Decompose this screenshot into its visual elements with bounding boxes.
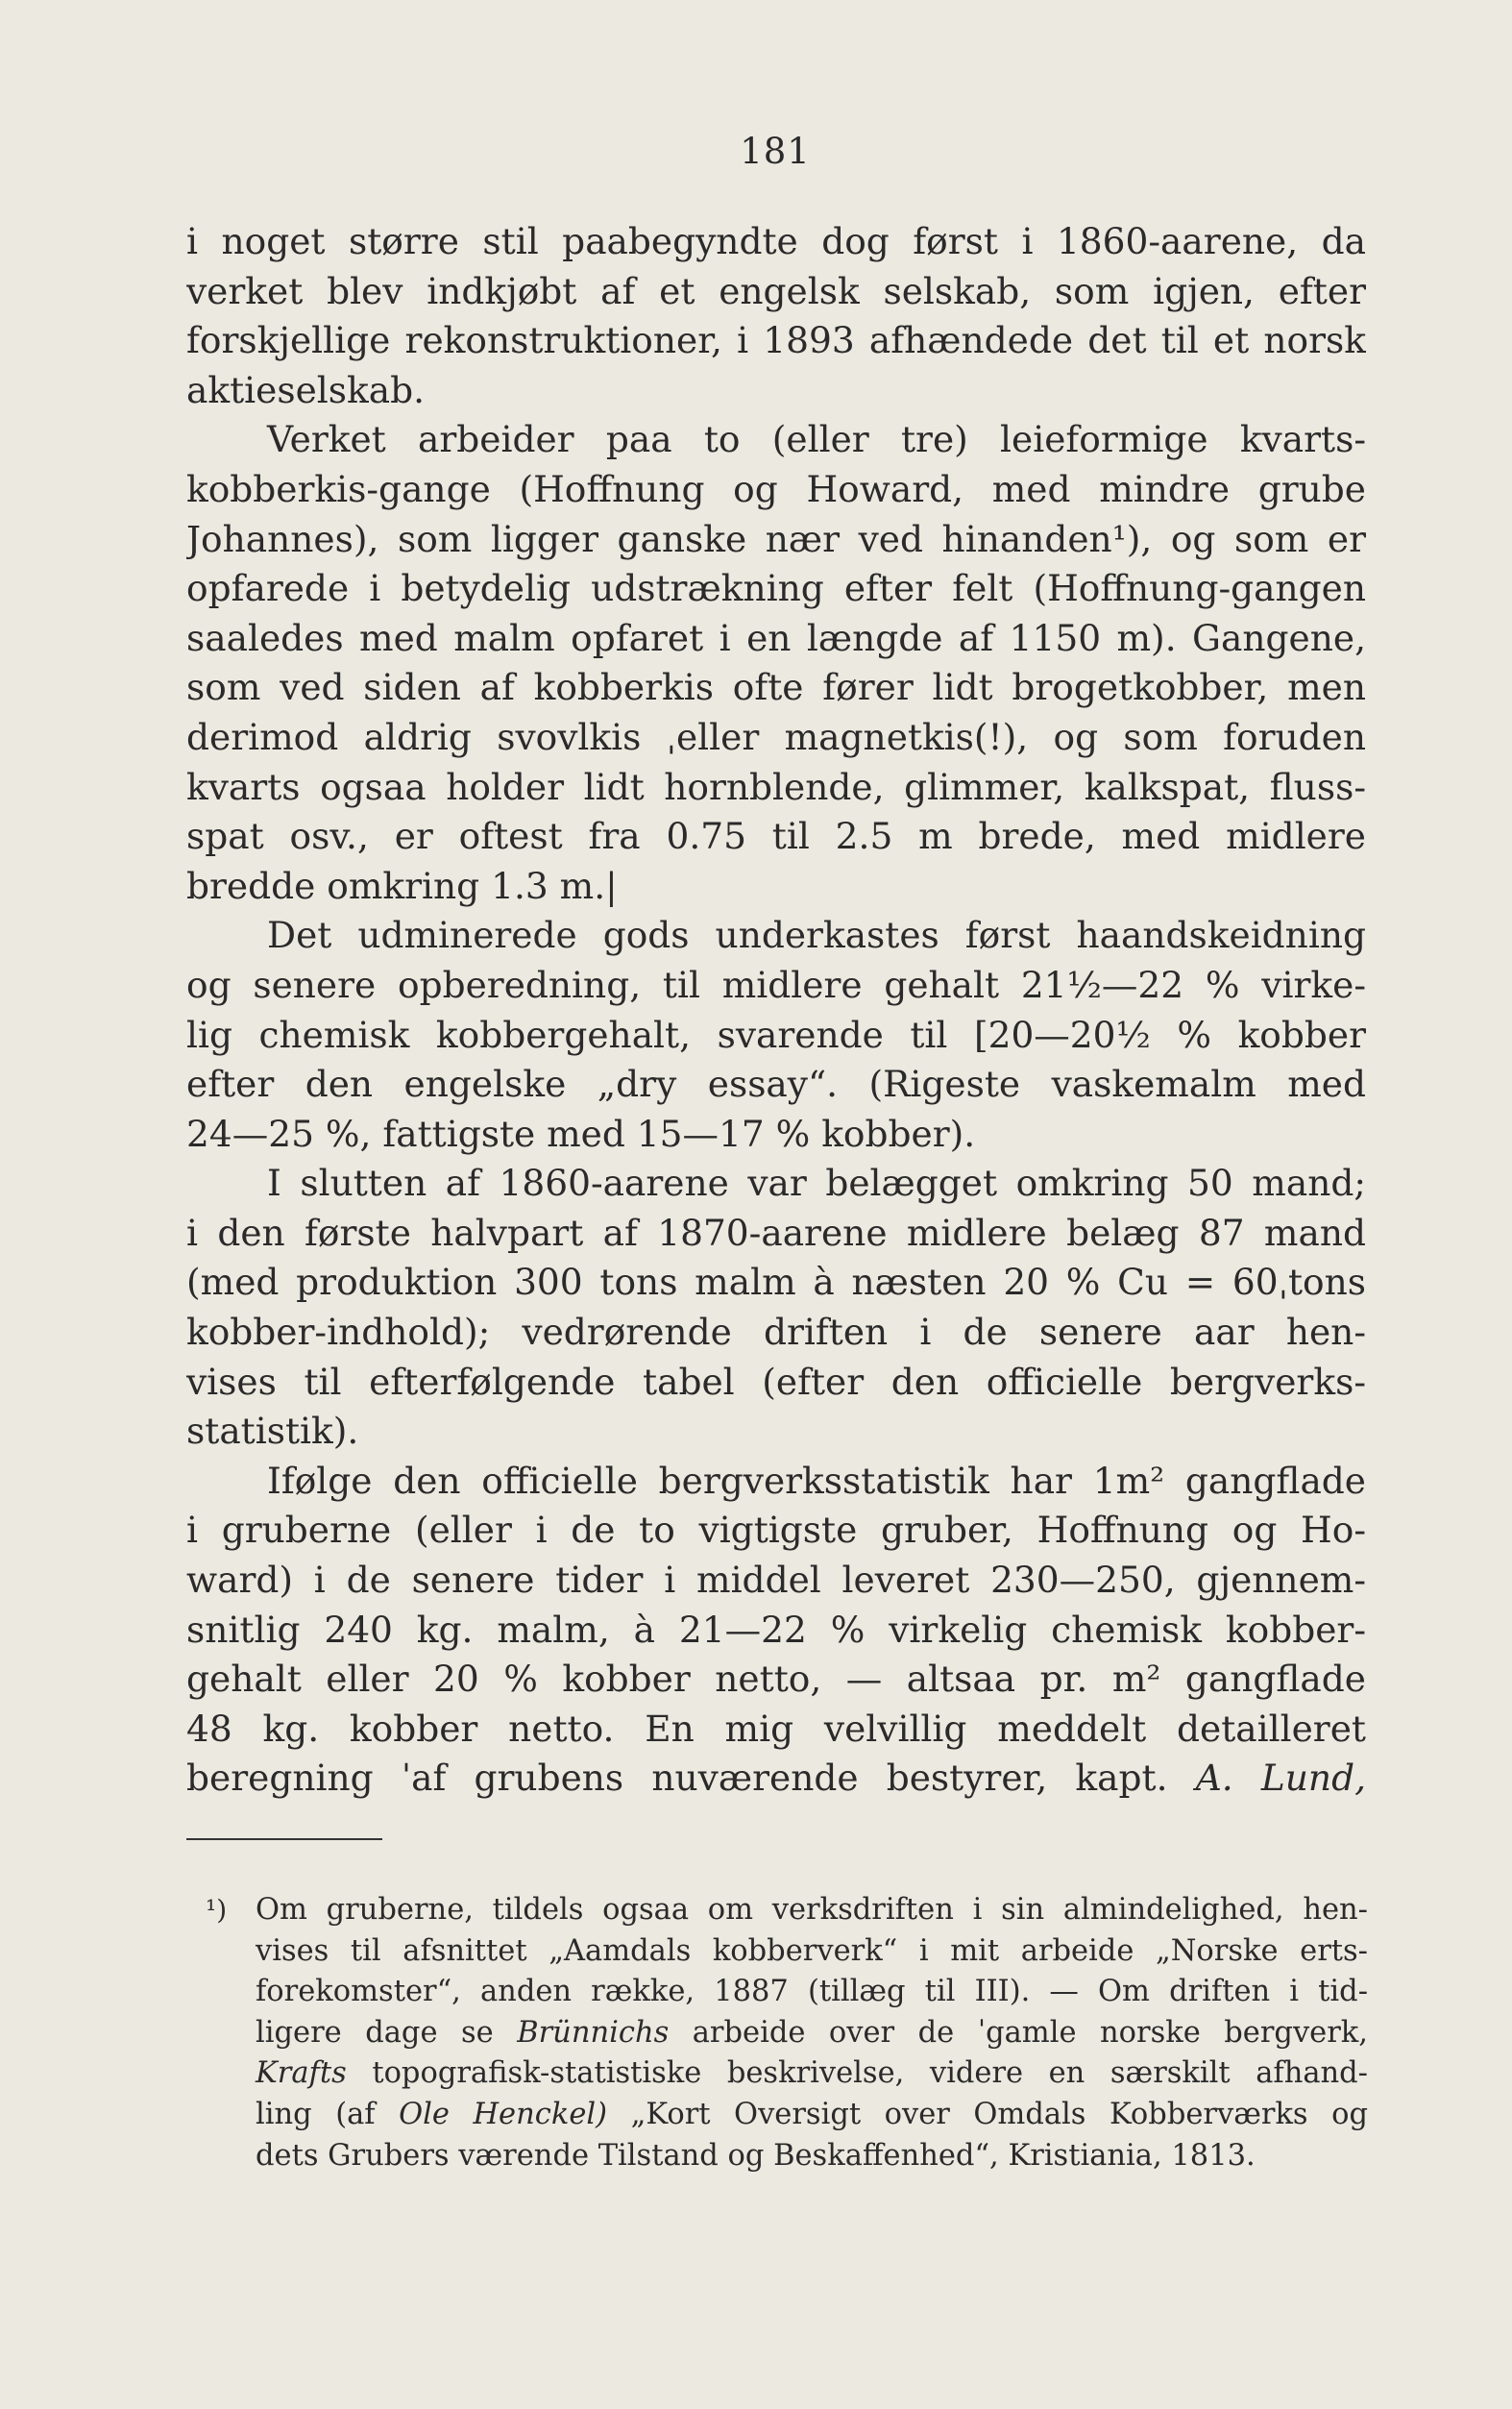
footnotes	[206, 1890, 1368, 2176]
footnote-line	[206, 2013, 1368, 2054]
author-name: A. Lund,	[1195, 1757, 1366, 1800]
text-line: i gruberne (eller i de to vigtigste gruber, Hoffnung og Ho-	[186, 1509, 1366, 1552]
text-line: forskjellige rekonstruktioner, i 1893 afhændede det til et norsk	[186, 319, 1366, 362]
text-line: gehalt eller 20 % kobber netto, — altsaa pr. m² gangflade	[186, 1658, 1366, 1701]
footnote-line: forekomster“, anden række, 1887 (tillæg til III). — Om driften i tid-	[256, 1975, 1368, 2009]
text-line: saaledes med malm opfaret i en længde af 1150 m). Gangene,	[186, 616, 1366, 659]
text-line: opfarede i betydelig udstrækning efter felt (Hoffnung-gangen	[186, 567, 1366, 610]
text-line: bredde omkring 1.3 m.|	[186, 864, 618, 907]
footnote-text: Om gruberne, tildels ogsaa om verksdriften i sin almindelighed, hen-	[256, 1893, 1368, 1927]
footnote-line: vises til afsnittet „Aamdals kobberverk“ i mit arbeide „Norske erts-	[256, 1933, 1368, 1968]
text-line: kobber-indhold); vedrørende driften i de senere aar hen-	[186, 1311, 1366, 1354]
text-line	[186, 1754, 1366, 1804]
page-number: 181	[740, 131, 811, 172]
text-line: I slutten af 1860-aarene var belægget omkring 50 mand;	[267, 1162, 1366, 1205]
footnote-line	[206, 2053, 1368, 2095]
text-line: statistik).	[186, 1410, 359, 1453]
text-line: vises til efterfølgende tabel (efter den officielle bergverks-	[186, 1360, 1366, 1403]
text-line: som ved siden af kobberkis ofte fører lidt brogetkobber, men	[186, 666, 1366, 709]
footnote-text: topografisk-statistiske beskrivelse, videre en særskilt afhand-	[372, 2056, 1368, 2091]
italic-name: Brünnichs	[517, 2015, 670, 2050]
text-line: snitlig 240 kg. malm, à 21—22 % virkelig chemisk kobber-	[186, 1608, 1366, 1651]
text-line: 24—25 %, fattigste med 15—17 % kobber).	[186, 1112, 976, 1155]
text-line: og senere opberedning, til midlere gehalt 21½—22 % virke-	[186, 963, 1366, 1006]
footnote-text: ligere dage se	[256, 2015, 494, 2050]
text-line: ward) i de senere tider i middel leveret 230—250, gjennem-	[186, 1559, 1366, 1602]
text-line: Ifølge den officielle bergverksstatistik har 1m² gangflade	[267, 1459, 1366, 1502]
text-line: Johannes), som ligger ganske nær ved hinanden¹), og som er	[186, 517, 1366, 560]
footnote-line: dets Grubers værende Tilstand og Beskaffenhed“, Kristiania, 1813.	[256, 2138, 1256, 2173]
footnote-text: „Kort Oversigt over Omdals Kobberværks og	[630, 2097, 1368, 2131]
text-line: Det udminerede gods underkastes først haandskeidning	[267, 914, 1366, 957]
text-line: Verket arbeider paa to (eller tre) leieformige kvarts-	[267, 418, 1366, 461]
text-line: kobberkis-gange (Hoffnung og Howard, med mindre grube	[186, 467, 1366, 510]
footnote-divider	[186, 1838, 382, 1840]
text-line-content: beregning ˈaf grubens nuværende bestyrer, kapt.	[186, 1757, 1168, 1800]
footnote-marker: ¹)	[206, 1894, 228, 1926]
text-line: i noget større stil paabegyndte dog først i 1860-aarene, da	[186, 220, 1366, 262]
italic-name: Ole Henckel)	[399, 2097, 608, 2131]
footnote-line	[206, 2095, 1368, 2136]
text-line: lig chemisk kobbergehalt, svarende til [20—20½ % kobber	[186, 1013, 1366, 1056]
footnote-text: ling (af	[256, 2097, 376, 2131]
italic-name: Krafts	[256, 2056, 347, 2091]
text-line: derimod aldrig svovlkis ˌeller magnetkis(!), og som foruden	[186, 715, 1366, 758]
body-text	[186, 217, 1366, 1804]
text-line: (med produktion 300 tons malm à næsten 20 % Cu = 60ˌtons	[186, 1261, 1366, 1304]
text-line: spat osv., er oftest fra 0.75 til 2.5 m brede, med midlere	[186, 815, 1366, 858]
text-line: i den første halvpart af 1870-aarene midlere belæg 87 mand	[186, 1211, 1366, 1254]
footnote-text: arbeide over de ˈgamle norske bergverk,	[692, 2015, 1368, 2050]
text-line: efter den engelske „dry essay“. (Rigeste vaskemalm med	[186, 1063, 1366, 1106]
text-line: aktieselskab.	[186, 368, 426, 411]
text-line: kvarts ogsaa holder lidt hornblende, glimmer, kalkspat, fluss-	[186, 765, 1366, 808]
text-line: 48 kg. kobber netto. En mig velvillig meddelt detailleret	[186, 1707, 1366, 1750]
footnote-line	[206, 1890, 1368, 1931]
text-line: verket blev indkjøbt af et engelsk selskab, som igjen, efter	[186, 269, 1366, 312]
